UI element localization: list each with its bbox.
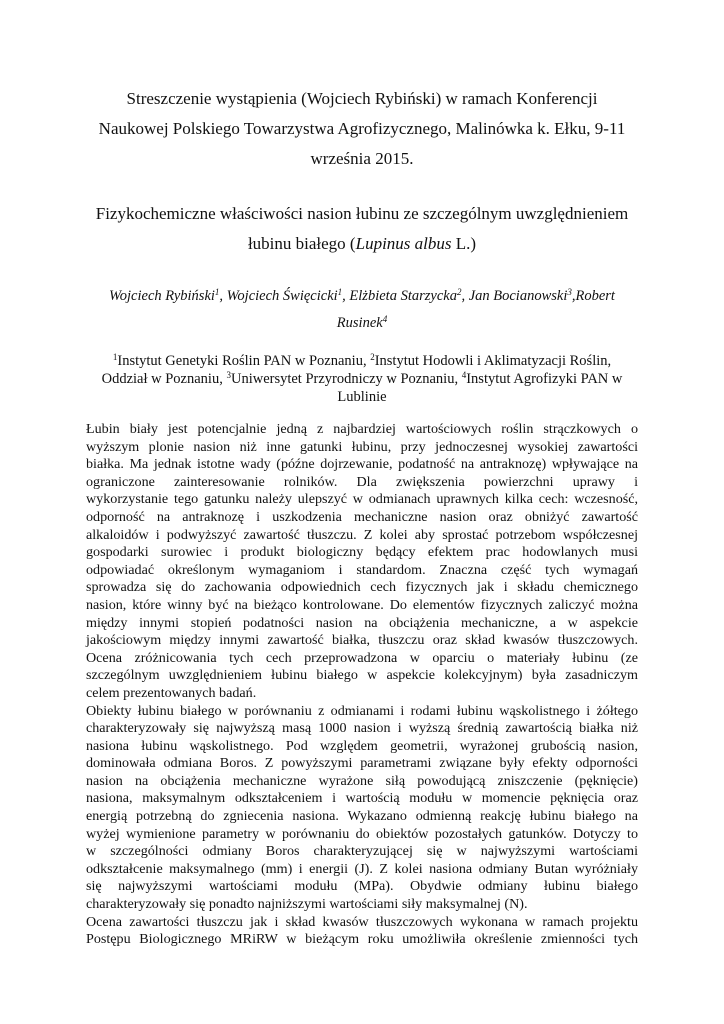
affiliation-3: Uniwersytet Przyrodniczy w Poznaniu,	[230, 371, 462, 387]
affiliation-marker: 1	[112, 352, 118, 362]
affiliation-2-branch: Oddział w Poznaniu,	[101, 371, 227, 387]
affiliations-line-1	[70, 352, 654, 370]
author-list	[70, 283, 654, 337]
body-line: Obiekty łubinu białego w porównaniu z odmianami i rodami łubinu wąskolistnego i żółtego	[86, 702, 638, 719]
body-line: dominowała odmiana Boros. Z powyższymi parametrami związane były efekty odporności	[86, 755, 638, 772]
author-separator: ,	[571, 288, 576, 304]
author-3: Elżbieta Starzycka	[349, 288, 457, 304]
author-separator: ,	[461, 288, 469, 304]
title-line-2-end: L.)	[451, 234, 477, 253]
body-line: odkształcenie maksymalnego (mm) i energii (J). Z kolei nasiona odmiany Butan wyróżniały	[86, 860, 638, 877]
affiliation-4: Instytut Agrofizyki PAN w	[466, 371, 623, 387]
affiliations-line-2	[70, 370, 654, 388]
author-1-affiliation: 1	[214, 287, 220, 297]
author-4: Jan Bocianowski	[468, 288, 568, 304]
author-separator: ,	[342, 288, 350, 304]
body-line: szczególnym uwzględnieniem łubinu białego w aspekcie kolekcyjnym) była zasadniczym	[86, 667, 638, 684]
body-line: charakteryzowały się najwyższą masą 1000 nasion i wyższą średnią zawartością białka niż	[86, 720, 638, 737]
body-line: Ocena zawartości tłuszczu jak i skład kwasów tłuszczowych wykonana w ramach projektu	[86, 913, 638, 930]
body-line: nasiona łubinu wąskolistnego. Pod względem geometrii, wyrażonej grubością nasion,	[86, 737, 638, 754]
author-2-affiliation: 1	[337, 287, 343, 297]
body-line: między innymi stopień podatności nasion na obciążenia mechaniczne, a w aspekcie	[86, 614, 638, 631]
conference-header	[60, 84, 664, 174]
body-line: nasion, które winny być na bieżąco kontrolowane. Do elementów fizycznych zaliczyć można	[86, 596, 638, 613]
body-line: wyżej wymienione parametry w porównaniu do obiektów pozostałych gatunków. Dotyczy to	[86, 825, 638, 842]
body-line: odpowiadać określonym wymaganiom i standardom. Znaczna część tych wymagań	[86, 561, 638, 578]
header-line-1: Streszczenie wystąpienia (Wojciech Rybiński) w ramach Konferencji	[126, 89, 598, 108]
paper-title	[60, 199, 664, 259]
header-line-3: września 2015.	[310, 149, 414, 168]
affiliation-1: Instytut Genetyki Roślin PAN w Poznaniu,	[117, 353, 371, 369]
title-line-2-start: łubinu białego (	[247, 234, 356, 253]
body-line: charakteryzowały się ponadto najniższymi wartościami siły maksymalnej (N).	[86, 896, 528, 913]
body-line: gospodarki surowiec i produkt biologiczny będący efektem prac hodowlanych musi	[86, 544, 638, 561]
body-line: Postępu Biologicznego MRiRW w bieżącym roku umożliwiła określenie zmienności tych	[86, 931, 638, 948]
author-5-first-name: Robert	[575, 288, 615, 304]
body-line: celem prezentowanych badań.	[86, 684, 257, 701]
author-5-last-name: Rusinek	[336, 315, 383, 331]
body-line: w szczególności odmiany Boros charakteryzującej się w najwyższymi wartościami	[86, 843, 638, 860]
author-3-affiliation: 2	[456, 287, 462, 297]
affiliation-marker: 4	[461, 370, 467, 380]
body-line: wykorzystanie tego gatunku należy ulepszyć w odmianach uprawnych kilka cech: wczesność,	[86, 491, 638, 508]
author-2: Wojciech Święcicki	[226, 288, 338, 304]
body-line: Ocena zróżnicowania tych cech przeprowadzona w oparciu o materiały łubinu (ze	[86, 649, 638, 666]
body-line: się najwyższymi wartościami modułu (MPa). Obydwie odmiany łubinu białego	[86, 878, 638, 895]
author-1: Wojciech Rybiński	[109, 288, 215, 304]
affiliation-marker: 2	[370, 352, 375, 362]
body-line: energią potrzebną do zgniecenia nasiona. Wykazano odmienną reakcję łubinu białego na	[86, 808, 638, 825]
body-line: Łubin biały jest potencjalnie jedną z najbardziej wartościowych roślin strączkowych o	[86, 421, 638, 437]
latin-species-name: Lupinus albus	[355, 234, 452, 253]
author-separator: ,	[219, 288, 227, 304]
affiliations	[70, 352, 654, 406]
authors-line-1	[70, 283, 654, 310]
body-line: nasion na obciążenia mechaniczne wyrażone siłą powodującą zniszczenie (pęknięcie)	[86, 772, 638, 789]
body-line: jakościowym między innymi zawartość białka, tłuszczu oraz skład kwasów tłuszczowych.	[86, 632, 638, 649]
header-line-2: Naukowej Polskiego Towarzystwa Agrofizycznego, Malinówka k. Ełku, 9-11	[98, 119, 626, 138]
title-line-2	[60, 229, 664, 259]
authors-line-2	[70, 310, 654, 337]
abstract-body	[86, 421, 638, 949]
title-line-1: Fizykochemiczne właściwości nasion łubinu ze szczególnym uwzględnieniem	[95, 204, 629, 223]
body-line: ograniczone zainteresowanie rolników. Dla zwiększenia powierzchni uprawy i	[86, 473, 638, 490]
body-line: wyższym plonie nasion niż inne gatunki łubinu, przy jednoczesnej wysokiej zawartości	[86, 438, 638, 455]
body-line: białka. Ma jednak istotne wady (późne dojrzewanie, podatność na antraknozę) wpływające na	[86, 456, 638, 473]
body-line: sprowadza się do zachowania odpowiednich cech fizycznych jak i składu chemicznego	[86, 579, 638, 596]
author-5-affiliation: 4	[382, 314, 388, 324]
author-4-affiliation: 3	[567, 287, 572, 297]
body-line: alkaloidów i podwyższyć zawartość tłuszczu. Z kolei aby sprostać potrzebom współczesnej	[86, 526, 638, 543]
body-line: odporność na antraknozę i uszkodzenia mechaniczne nasion oraz obniżyć zawartość	[86, 508, 638, 525]
affiliations-line-3: Lublinie	[337, 389, 387, 405]
affiliation-marker: 3	[226, 370, 231, 380]
affiliation-2: Instytut Hodowli i Aklimatyzacji Roślin,	[374, 353, 612, 369]
body-line: nasiona, maksymalnym odkształceniem i wartością modułu w momencie pęknięcia oraz	[86, 790, 638, 807]
